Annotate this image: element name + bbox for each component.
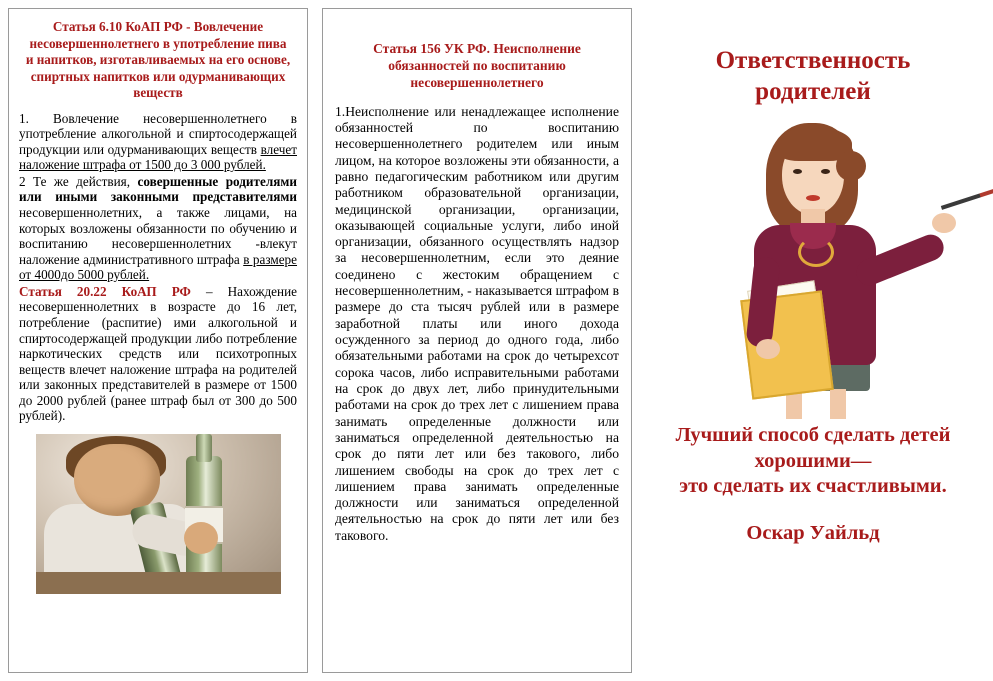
paragraph-3 [19, 284, 297, 424]
quote-text [658, 423, 968, 500]
teacher-eye-left [793, 169, 802, 174]
panel-center-body [335, 104, 619, 544]
paragraph-2-text-a: 2 Те же действия, [19, 173, 138, 189]
quote-author: Оскар Уайльд [746, 521, 880, 544]
teacher-leg-right [830, 389, 846, 419]
panel-left [8, 8, 308, 673]
child-with-bottles-photo [36, 434, 281, 594]
teacher-hair-bun [836, 151, 866, 181]
teacher-eye-right [821, 169, 830, 174]
photo-table-edge [36, 572, 281, 594]
teacher-hand-left [756, 339, 780, 359]
page-title: Ответственность родителей [715, 47, 911, 105]
teacher-lips [806, 195, 820, 201]
paragraph-1-text-a: 1. Вовлечение несовершеннолетнего в употребление алкогольной и спиртосодержащей продукции или одурманивающих веществ [19, 110, 297, 157]
quote-line-1: Лучший способ сделать детей хорошими— [675, 424, 951, 472]
paragraph-2-text-b: совершенные родителями или иными законными представителями [19, 173, 297, 205]
photo-child-hand [184, 522, 218, 554]
teacher-with-pointer-illustration [658, 117, 968, 417]
panel-left-title: Статья 6.10 КоАП РФ - Вовлечение несовершеннолетнего в употребление пива и напитков, изготавливаемых на его основе, спиртных напитков или одурманивающих веществ [25, 19, 291, 100]
panel-center [322, 8, 632, 673]
panel-left-body [19, 111, 297, 425]
pointer-stick-icon [941, 188, 993, 210]
paragraph-2-text-d: в размере от 4000до 5000 рублей. [19, 251, 298, 283]
paragraph-2-text-c: несовершеннолетних, а также лицами, на которых возложены обязанности по обучению и воспитанию несовершеннолетних -влекут наложение административного штрафа [19, 204, 297, 267]
photo-bottle-neck [196, 434, 212, 462]
paragraph-2 [19, 174, 297, 283]
paragraph-1 [19, 111, 297, 173]
quote-line-2: это сделать их счастливыми. [679, 475, 947, 498]
panel-center-paragraph: 1.Неисполнение или ненадлежащее исполнение обязанностей по воспитанию несовершеннолетнего родителем или иным лицом, на которое возложены эти обязанности, а равно педагогическим работником или другим работником образовательной организации, медицинской организации, организации, оказывающей социальные услуги, либо иной организации, обязанного осуществлять надзор за несовершеннолетним, если это деяние соединено с жестоким обращением с несовершеннолетним, - наказывается штрафом в размере до ста тысяч рублей или в размере заработной платы или иного дохода осужденного за период до одного года, либо обязательными работами на срок до четырехсот сорока часов, либо исправительными работами на срок до двух лет, либо принудительными работами на срок до трех лет с лишением права занимать определенные должности или заниматься определенной деятельностью на срок до пяти лет или без такового, либо лишением свободы на срок до трех лет с лишением права занимать определенные должности или заниматься определенной деятельностью на срок до пяти лет или без такового. [335, 103, 619, 543]
panel-center-title: Статья 156 УК РФ. Неисполнение обязанностей по воспитанию несовершеннолетнего [373, 41, 581, 90]
teacher-necklace [798, 237, 834, 267]
panel-right [648, 8, 978, 673]
teacher-hand-right [932, 213, 956, 233]
article-2022-heading: Статья 20.22 КоАП РФ [19, 283, 191, 299]
paragraph-1-text-b: влечет наложение штрафа от 1500 до 3 000 рублей. [19, 141, 297, 173]
paragraph-3-text: – Нахождение несовершеннолетних в возрасте до 16 лет, потребление (распитие) ими алкогольной и спиртосодержащей продукции либо потребление наркотических средств или психотропных веществ влечет наложение штрафа на родителей или законных представителей в размере от 1500 до 2000 рублей (ранее штраф был от 300 до 500 рублей). [19, 283, 297, 424]
